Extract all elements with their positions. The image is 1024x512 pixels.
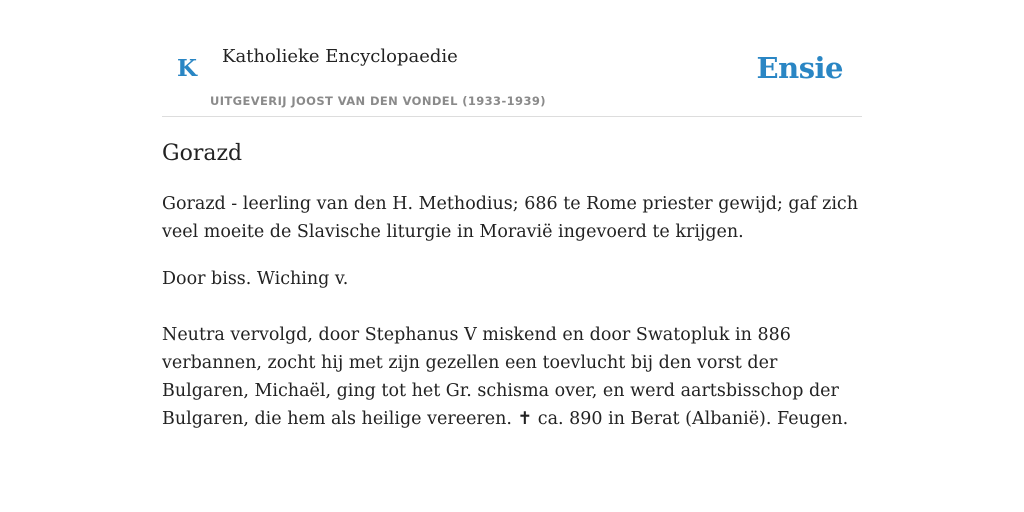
article-title: Gorazd [162, 141, 243, 166]
article-paragraph: Gorazd - leerling van den H. Methodius; 686 te Rome priester gewijd; gaf zich veel moeite de Slavische liturgie in Moravië ingevoerd te krijgen. [162, 194, 858, 242]
ensie-brand-logo[interactable]: Ensie [756, 51, 843, 85]
page [162, 0, 862, 433]
article-paragraph: Door biss. Wiching v. [162, 269, 349, 289]
publication-title[interactable]: Katholieke Encyclopaedie [222, 46, 458, 67]
article-body [162, 190, 862, 433]
publisher-subtitle: UITGEVERIJ JOOST VAN DEN VONDEL (1933-1939) [210, 94, 546, 108]
article-paragraph: Neutra vervolgd, door Stephanus V miskend en door Swatopluk in 886 verbannen, zocht hij met zijn gezellen een toevlucht bij den vorst der Bulgaren, Michaël, ging tot het Gr. schisma over, en werd aartsbisschop der Bulgaren, die hem als heilige vereeren. ✝ ca. 890 in Berat (Albanië). Feugen. [162, 325, 849, 429]
encyclopedia-logo[interactable]: K [177, 55, 197, 82]
site-header [162, 0, 862, 117]
